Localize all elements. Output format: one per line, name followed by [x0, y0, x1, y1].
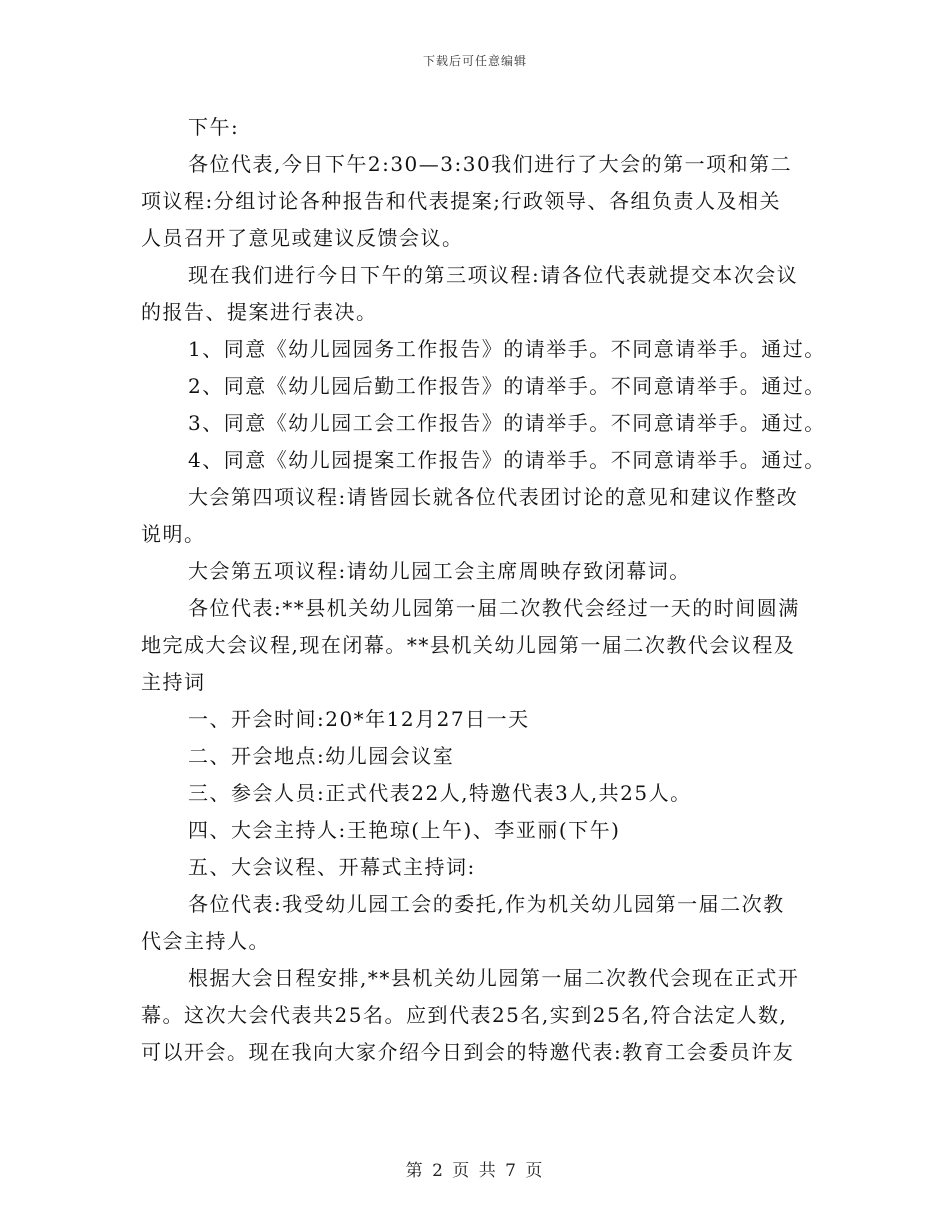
paragraph	[141, 590, 831, 701]
paragraph	[141, 553, 831, 590]
paragraph	[141, 257, 831, 331]
paragraph	[141, 405, 831, 442]
text-line: 大会第五项议程:请幼儿园工会主席周映存致闭幕词。	[188, 559, 691, 583]
text-line: 三、参会人员:正式代表22人,特邀代表3人,共25人。	[188, 781, 692, 805]
text-line: 代会主持人。	[141, 929, 270, 953]
text-line: 3、同意《幼儿园工会工作报告》的请举手。不同意请举手。通过。	[188, 411, 826, 435]
page-number: 第 2 页 共 7 页	[405, 1161, 545, 1181]
text-line: 四、大会主持人:王艳琼(上午)、李亚丽(下午)	[188, 818, 621, 842]
text-line: 下午:	[188, 115, 240, 139]
text-line: 人员召开了意见或建议反馈会议。	[141, 226, 464, 250]
paragraph	[141, 738, 831, 775]
paragraph	[141, 701, 831, 738]
text-line: 一、开会时间:20*年12月27日一天	[188, 707, 530, 731]
paragraph	[141, 812, 831, 849]
text-line: 二、开会地点:幼儿园会议室	[188, 744, 455, 768]
paragraph	[141, 960, 831, 1071]
paragraph	[141, 146, 831, 257]
text-line: 主持词	[141, 670, 206, 694]
paragraph	[141, 442, 831, 479]
text-line: 大会第四项议程:请皆园长就各位代表团讨论的意见和建议作整改	[188, 485, 799, 509]
text-line: 幕。这次大会代表共25名。应到代表25名,实到25名,符合法定人数,	[141, 1003, 788, 1027]
paragraph	[141, 849, 831, 886]
paragraph	[141, 331, 831, 368]
text-line: 2、同意《幼儿园后勤工作报告》的请举手。不同意请举手。通过。	[188, 374, 826, 398]
paragraph	[141, 775, 831, 812]
text-line: 4、同意《幼儿园提案工作报告》的请举手。不同意请举手。通过。	[188, 448, 826, 472]
text-line: 说明。	[141, 522, 206, 546]
paragraph	[141, 479, 831, 553]
text-line: 各位代表:我受幼儿园工会的委托,作为机关幼儿园第一届二次教	[188, 892, 785, 916]
paragraph	[141, 109, 831, 146]
paragraph	[141, 886, 831, 960]
text-line: 可以开会。现在我向大家介绍今日到会的特邀代表:教育工会委员许友	[141, 1040, 795, 1064]
text-line: 五、大会议程、开幕式主持词:	[188, 855, 476, 879]
text-line: 的报告、提案进行表决。	[141, 300, 378, 324]
text-line: 1、同意《幼儿园园务工作报告》的请举手。不同意请举手。通过。	[188, 337, 826, 361]
text-line: 根据大会日程安排,**县机关幼儿园第一届二次教代会现在正式开	[188, 966, 800, 990]
text-line: 项议程:分组讨论各种报告和代表提案;行政领导、各组负责人及相关	[141, 189, 781, 213]
text-line: 现在我们进行今日下午的第三项议程:请各位代表就提交本次会议	[188, 263, 799, 287]
page-header: 下载后可任意编辑	[422, 54, 527, 68]
paragraph	[141, 368, 831, 405]
text-line: 各位代表:**县机关幼儿园第一届二次教代会经过一天的时间圆满	[188, 596, 800, 620]
document-body	[141, 109, 831, 1071]
text-line: 地完成大会议程,现在闭幕。**县机关幼儿园第一届二次教代会议程及	[141, 633, 796, 657]
text-line: 各位代表,今日下午2:30—3:30我们进行了大会的第一项和第二	[188, 152, 793, 176]
